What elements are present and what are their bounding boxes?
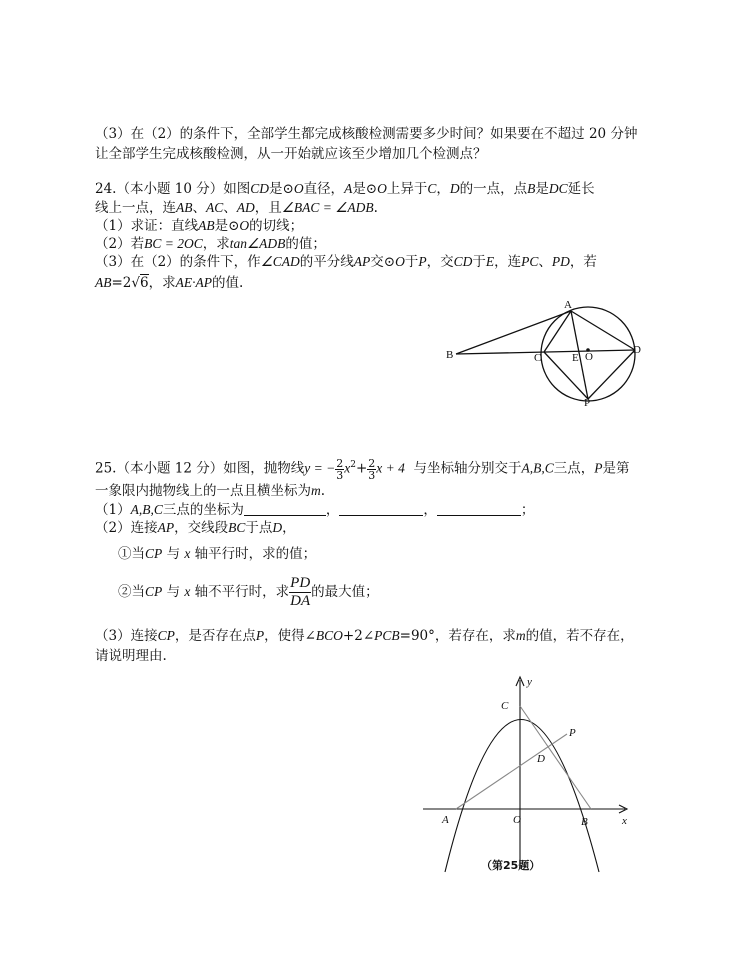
label-a: A: [442, 814, 449, 826]
q24-part3-line1: （3）在（2）的条件下，作∠CAD的平分线AP交⊙O于P，交CD于E，连PC、PD，若: [95, 254, 597, 270]
segment-ap: [456, 734, 567, 809]
label-p: P: [584, 397, 591, 409]
label-o: O: [513, 814, 521, 826]
q25-part3-line2: 请说明理由.: [95, 648, 167, 664]
answer-blank-a[interactable]: [244, 502, 326, 516]
q24-part2: （2）若BC = 2OC，求tan∠ADB的值；: [95, 236, 326, 252]
label-x: x: [622, 815, 627, 827]
parabola-curve: [445, 720, 599, 873]
q24-part3-line2: AB=2√6，求AE·AP的值.: [95, 275, 244, 291]
fraction-pd-da: $\frac{PD}{DA}$: [290, 575, 311, 609]
q25-part2-sub2: ②当CP 与 x 轴不平行时，求 $\frac{PD}{DA}$ 的最大值；: [118, 575, 379, 609]
fraction-two-thirds-b: $\frac{2}{3}$: [368, 456, 376, 482]
q25-stem-line1: 25.（本小题 12 分）如图，抛物线y = − $\frac{2}{3}$ $x^2+$ $\frac{2}{3}$ x + 4 与坐标轴分别交于A,B,C三点，P是第: [95, 456, 630, 482]
q25-part3-line1: （3）连接CP，是否存在点P，使得∠BCO+2∠PCB=90°，若存在，求m的值，若不存在，: [95, 628, 634, 644]
q25-part1: （1）A,B,C三点的坐标为 ， ， ；: [95, 502, 535, 518]
q25-part2: （2）连接AP，交线段BC于点D，: [95, 520, 296, 536]
segment-ad: [571, 311, 635, 350]
label-d: D: [633, 344, 641, 356]
q24-stem-line2: 线上一点，连AB、AC、AD，且∠BAC = ∠ADB.: [95, 200, 378, 216]
label-p: P: [569, 727, 576, 739]
sqrt-symbol: √: [131, 275, 141, 291]
q24-stem-line1: 24.（本小题 10 分）如图CD是⊙O直径，A是⊙O上异于C，D的一点，点B是DC延长: [95, 181, 595, 197]
label-d: D: [537, 753, 545, 765]
label-c: C: [501, 700, 509, 712]
answer-blank-b[interactable]: [339, 502, 423, 516]
fraction-two-thirds-a: $\frac{2}{3}$: [336, 456, 344, 482]
q25-parabola-figure: [415, 672, 640, 882]
segment-ac: [544, 311, 571, 352]
q23-part3-line2: 让全部学生完成核酸检测，从一开始就应该至少增加几个检测点？: [95, 146, 487, 162]
q24-part1: （1）求证：直线AB是⊙O的切线；: [95, 218, 304, 234]
figure-caption: （第25题）: [481, 859, 541, 872]
q25-stem-line2: 一象限内抛物线上的一点且横坐标为m.: [95, 483, 326, 499]
label-c: C: [534, 352, 542, 364]
segment-bc: [520, 706, 591, 809]
q25-part2-sub1: ①当CP 与 x 轴平行时，求的值；: [118, 546, 317, 562]
segment-pc: [544, 352, 588, 399]
label-a: A: [564, 299, 572, 311]
answer-blank-c[interactable]: [437, 502, 521, 516]
label-b: B: [446, 349, 454, 361]
segment-pd: [588, 350, 635, 399]
q24-circle-figure: [440, 295, 655, 410]
label-o: O: [585, 351, 593, 363]
label-y: y: [527, 676, 532, 688]
label-e: E: [572, 352, 579, 364]
q23-part3-line1: （3）在（2）的条件下，全部学生都完成核酸检测需要多少时间？如果要在不超过 20 分钟: [95, 126, 638, 142]
label-b: B: [581, 816, 588, 828]
segment-ab: [456, 311, 571, 354]
